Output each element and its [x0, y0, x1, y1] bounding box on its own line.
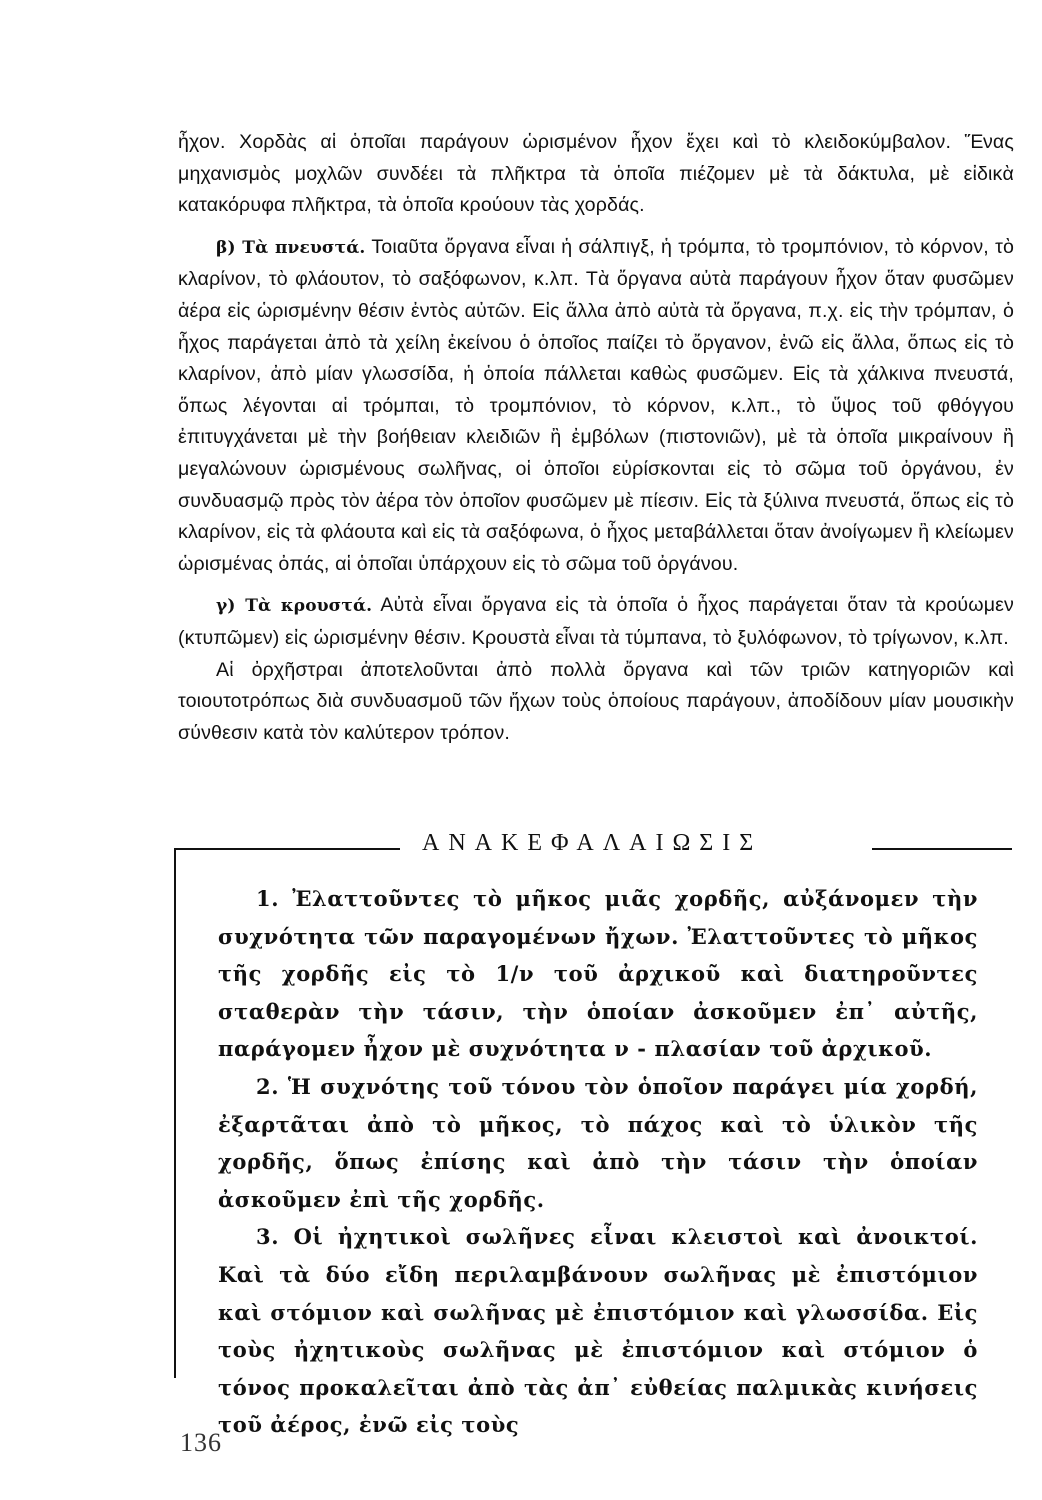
paragraph-orchestras: Αἱ ὀρχῆστραι ἀποτελοῦνται ἀπὸ πολλὰ ὄργανα καὶ τῶν τριῶν κατηγοριῶν καὶ τοιουτοτρόπως διὰ συνδυασμοῦ τῶν ἤχων τοὺς ὁποίους παράγουν, ἀποδίδουν μίαν μουσικὴν σύνθεσιν κατὰ τὸν καλύτερον τρόπον. [178, 658, 1014, 744]
paragraph-percussion [178, 590, 1014, 654]
page-number: 136 [180, 1428, 222, 1457]
section-label-percussion: γ) Τὰ κρουστά. [216, 596, 373, 617]
summary-item-3: 3. Οἱ ἠχητικοὶ σωλῆνες εἶναι κλειστοὶ καὶ ἀνοικτοί. Καὶ τὰ δύο εἴδη περιλαμβάνουν σωλῆνας μὲ ἐπιστόμιον καὶ στόμιον καὶ σωλῆνας μὲ ἐπιστόμιον καὶ γλωσσίδα. Εἰς τοὺς ἠχητικοὺς σωλῆνας μὲ ἐπιστόμιον καὶ στόμιον ὁ τόνος προκαλεῖται ἀπὸ τὰς ἀπ᾽ εὐθείας παλμικὰς κινήσεις τοῦ ἀέρος, ἐνῶ εἰς τοὺς [218, 1224, 978, 1438]
summary-heading-row [398, 826, 1008, 866]
summary-title: ΑΝΑΚΕΦΑΛΑΙΩΣΙΣ [422, 830, 763, 856]
paragraph-wind-text: Τοιαῦτα ὄργανα εἶναι ἡ σάλπιγξ, ἡ τρόμπα, τὸ τρομπόνιον, τὸ κόρνον, τὸ κλαρίνον, τὸ φλάουτον, τὸ σαξόφωνον, κ.λπ. Τὰ ὄργανα αὐτὰ παράγουν ἦχον ὅταν φυσῶμεν ἀέρα εἰς ὡρισμένην θέσιν ἐντὸς αὐτῶν. Εἰς ἄλλα ἀπὸ αὐτὰ τὰ ὄργανα, π.χ. εἰς τὴν τρόμπαν, ὁ ἦχος παράγεται ἀπὸ τὰ χείλη ἐκείνου ὁ ὁποῖος παίζει τὸ ὄργανον, ἐνῶ εἰς ἄλλα, ὅπως εἰς τὸ κλαρίνον, ἀπὸ μίαν γλωσσίδα, ἡ ὁποία πάλλεται καθὼς φυσῶμεν. Εἰς τὰ χάλκινα πνευστά, ὅπως λέγονται αἱ τρόμπαι, τὸ τρομπόνιον, τὸ κόρνον, κ.λπ., τὸ ὕψος τοῦ φθόγγου ἐπιτυγχάνεται μὲ τὴν βοήθειαν κλειδιῶν ἢ ἐμβόλων (πιστονιῶν), μὲ τὰ ὁποῖα μικραίνουν ἢ μεγαλώνουν ὡρισμένους σωλῆνας, οἱ ὁποῖοι εὑρίσκονται εἰς τὸ σῶμα τοῦ ὀργάνου, ἐν συνδυασμῷ πρὸς τὸν ἀέρα τὸν ὁποῖον φυσῶμεν μὲ πίεσιν. Εἰς τὰ ξύλινα πνευστά, ὅπως εἰς τὸ κλαρίνον, εἰς τὰ φλάουτα καὶ εἰς τὰ σαξόφωνα, ὁ ἦχος μεταβάλλεται ὅταν ἀνοίγωμεν ἢ κλείωμεν ὡρισμένας ὀπάς, αἱ ὁποῖαι ὑπάρχουν εἰς τὸ σῶμα τοῦ ὀργάνου. [178, 235, 1015, 575]
section-label-wind: β) Τὰ πνευστά. [216, 237, 366, 258]
paragraph-percussion-text: Αὐτὰ εἶναι ὄργανα εἰς τὰ ὁποῖα ὁ ἦχος παράγεται ὅταν τὰ κρούωμεν (κτυπῶμεν) εἰς ὡρισμένην θέσιν. Κρουστὰ εἶναι τὰ τύμπανα, τὸ ξυλόφωνον, τὸ τρίγωνον, κ.λπ. [178, 594, 1015, 649]
summary-frame-top-rule [174, 848, 400, 850]
summary-box [218, 880, 978, 1444]
summary-frame-left-rule [174, 848, 176, 1378]
summary-item-2: 2. Ἡ συχνότης τοῦ τόνου τὸν ὁποῖον παράγει μία χορδή, ἐξαρτᾶται ἀπὸ τὸ μῆκος, τὸ πάχος καὶ τὸ ὑλικὸν τῆς χορδῆς, ὅπως ἐπίσης καὶ ἀπὸ τὴν τάσιν τὴν ὁποίαν ἀσκοῦμεν ἐπὶ τῆς χορδῆς. [218, 1073, 978, 1212]
paragraph-wind-instruments [178, 232, 1014, 581]
summary-item-1: 1. Ἐλαττοῦντες τὸ μῆκος μιᾶς χορδῆς, αὐξάνομεν τὴν συχνότητα τῶν παραγομένων ἤχων. Ἐλαττοῦντες τὸ μῆκος τῆς χορδῆς εἰς τὸ 1/ν τοῦ ἀρχικοῦ καὶ διατηροῦντες σταθερὰν τὴν τάσιν, τὴν ὁποίαν ἀσκοῦμεν ἐπ᾽ αὐτῆς, παράγομεν ἦχον μὲ συχνότητα ν - πλασίαν τοῦ ἀρχικοῦ. [218, 886, 978, 1062]
paragraph-keyboard: ἦχον. Χορδὰς αἱ ὁποῖαι παράγουν ὡρισμένον ἦχον ἔχει καὶ τὸ κλειδοκύμβαλον. Ἕνας μηχανισμὸς μοχλῶν συνδέει τὰ πλῆκτρα τὰ ὁποῖα πιέζομεν μὲ τὰ δάκτυλα, μὲ εἰδικὰ κατακόρυφα πλῆκτρα, τὰ ὁποῖα κρούουν τὰς χορδάς. [178, 131, 1014, 217]
main-text [178, 127, 1014, 749]
